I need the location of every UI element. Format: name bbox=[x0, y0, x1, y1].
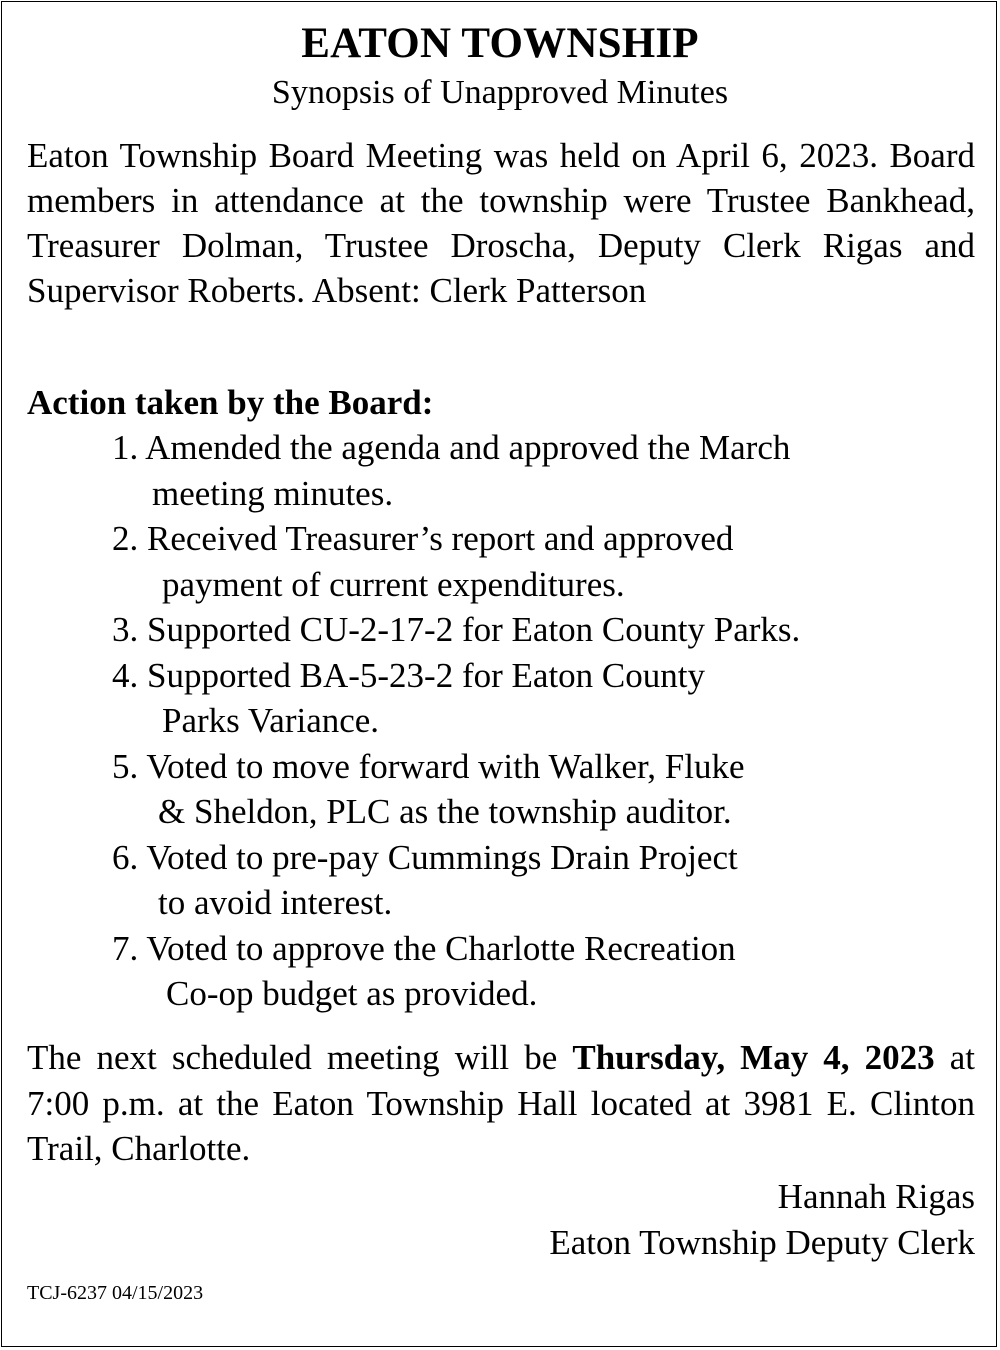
action-item bbox=[112, 653, 972, 744]
action-item-line: 7. Voted to approve the Charlotte Recreation bbox=[112, 928, 736, 968]
notice-subtitle: Synopsis of Unapproved Minutes bbox=[271, 74, 729, 111]
action-item-continuation: payment of current expenditures. bbox=[162, 564, 625, 604]
action-item-line: 6. Voted to pre-pay Cummings Drain Project bbox=[112, 837, 738, 877]
action-item-continuation: & Sheldon, PLC as the township auditor. bbox=[158, 792, 732, 831]
action-item-line: 2. Received Treasurer’s report and approved bbox=[112, 519, 734, 558]
next-meeting-date: Thursday, May 4, 2023 bbox=[572, 1038, 935, 1077]
action-item-continuation: meeting minutes. bbox=[152, 473, 394, 513]
next-meeting-details: at 7:00 p.m. at the Eaton Township Hall located at 3981 E. Clinton Trail, Charlotte. bbox=[27, 1038, 975, 1168]
meeting-summary-paragraph: Eaton Township Board Meeting was held on April 6, 2023. Board members in attendance at the township were Trustee Bankhead, Treasurer Dolman, Trustee Droscha, Deputy Clerk Rigas and Supervisor Roberts. Absent: Clerk Patterson bbox=[27, 136, 975, 310]
signature-block bbox=[549, 1174, 975, 1265]
action-item-line: 4. Supported BA-5-23-2 for Eaton County bbox=[112, 655, 705, 695]
signature-role: Eaton Township Deputy Clerk bbox=[549, 1222, 975, 1262]
action-item bbox=[112, 516, 972, 607]
notice-title: EATON TOWNSHIP bbox=[301, 20, 699, 67]
action-item-line: 5. Voted to move forward with Walker, Fluke bbox=[112, 746, 745, 786]
signature-name: Hannah Rigas bbox=[777, 1177, 975, 1216]
action-item bbox=[112, 607, 972, 653]
actions-heading: Action taken by the Board: bbox=[27, 383, 434, 422]
action-item bbox=[112, 926, 972, 1017]
action-item-line: 1. Amended the agenda and approved the March bbox=[112, 428, 791, 467]
action-item bbox=[112, 744, 972, 835]
action-item bbox=[112, 425, 972, 516]
next-meeting-lead: The next scheduled meeting will be bbox=[27, 1038, 573, 1077]
next-meeting-paragraph bbox=[27, 1035, 975, 1172]
actions-list bbox=[112, 425, 972, 1017]
action-item-continuation: Parks Variance. bbox=[162, 701, 380, 740]
action-item bbox=[112, 835, 972, 926]
action-item-line: 3. Supported CU-2-17-2 for Eaton County Parks. bbox=[112, 610, 801, 649]
publication-code: TCJ-6237 04/15/2023 bbox=[27, 1282, 204, 1304]
action-item-continuation: Co-op budget as provided. bbox=[166, 974, 538, 1013]
action-item-continuation: to avoid interest. bbox=[158, 883, 393, 922]
